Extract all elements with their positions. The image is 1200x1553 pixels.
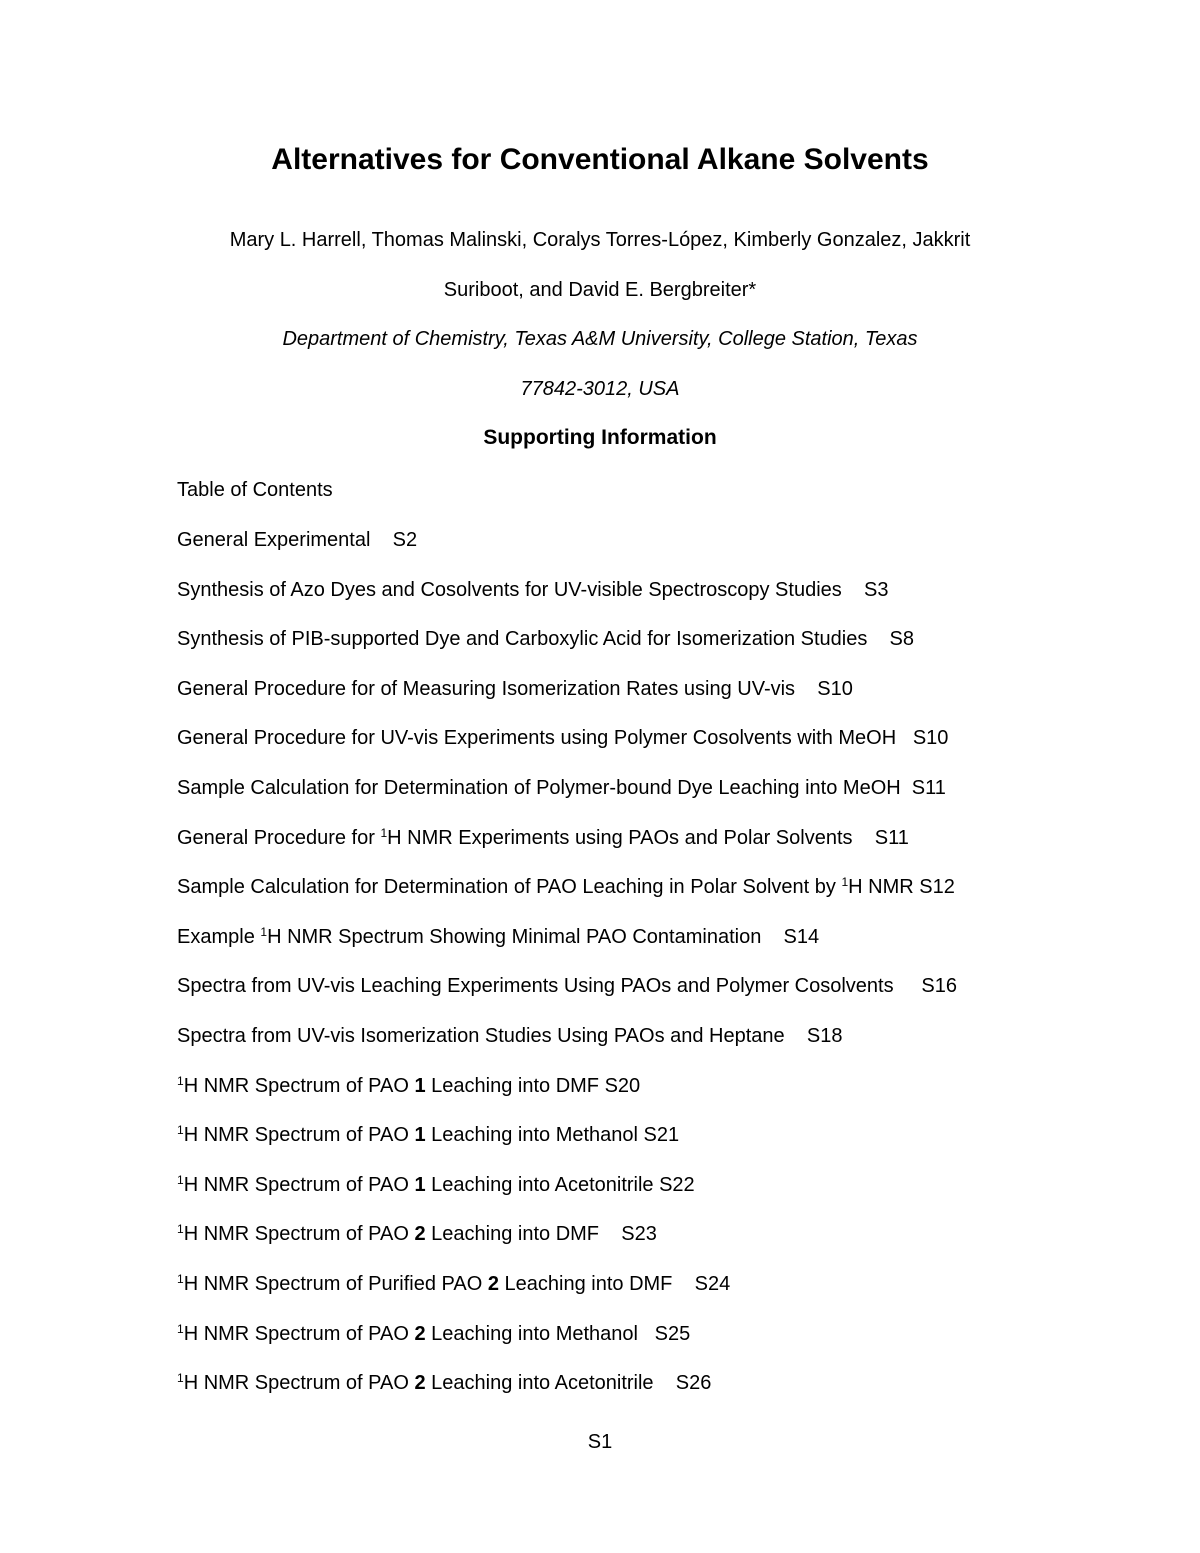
superscript: 1 <box>177 1123 184 1138</box>
superscript: 1 <box>260 924 268 939</box>
toc-entry-text: H NMR Spectrum Showing Minimal PAO Contamination S14 <box>267 925 820 948</box>
toc-entry <box>177 774 1137 824</box>
toc-entry <box>177 675 1137 725</box>
toc-entry <box>177 576 1137 626</box>
compound-number: 2 <box>487 1272 499 1295</box>
toc-entry <box>177 1220 1137 1270</box>
superscript: 1 <box>380 825 388 840</box>
toc-heading: Table of Contents <box>177 479 333 501</box>
toc-entry-text: Example <box>177 925 261 948</box>
toc-entry-text: H NMR Experiments using PAOs and Polar Solvents S11 <box>387 826 909 849</box>
toc-entry-text: H NMR S12 <box>848 876 955 899</box>
superscript: 1 <box>841 875 849 890</box>
toc-entry-text: H NMR Spectrum of PAO <box>183 1124 415 1147</box>
table-of-contents <box>177 526 1137 1419</box>
toc-entry-text: General Procedure for of Measuring Isomerization Rates using UV-vis S10 <box>177 677 853 700</box>
toc-entry <box>177 1270 1137 1320</box>
compound-number: 1 <box>414 1074 426 1097</box>
compound-number: 1 <box>414 1124 426 1147</box>
authors-line-2: Suriboot, and David E. Bergbreiter* <box>443 279 757 301</box>
toc-entry-text: H NMR Spectrum of PAO <box>183 1173 415 1196</box>
toc-entry-text: Sample Calculation for Determination of Polymer-bound Dye Leaching into MeOH S11 <box>177 776 946 799</box>
toc-entry-text: Leaching into DMF S23 <box>425 1223 657 1246</box>
superscript: 1 <box>177 1172 184 1187</box>
toc-entry <box>177 1171 1137 1221</box>
toc-entry-text: Spectra from UV-vis Leaching Experiments Using PAOs and Polymer Cosolvents S16 <box>177 975 957 998</box>
superscript: 1 <box>177 1222 184 1237</box>
compound-number: 2 <box>414 1223 426 1246</box>
toc-entry-text: General Procedure for <box>177 826 381 849</box>
toc-entry <box>177 1121 1137 1171</box>
toc-entry <box>177 1369 1137 1419</box>
toc-entry-text: Sample Calculation for Determination of PAO Leaching in Polar Solvent by <box>177 876 842 899</box>
toc-entry-text: H NMR Spectrum of PAO <box>183 1322 415 1345</box>
compound-number: 2 <box>414 1322 426 1345</box>
toc-entry-text: H NMR Spectrum of Purified PAO <box>183 1272 488 1295</box>
superscript: 1 <box>177 1371 184 1386</box>
toc-entry <box>177 724 1137 774</box>
toc-entry-text: Leaching into DMF S20 <box>425 1074 641 1097</box>
toc-entry-text: Leaching into Acetonitrile S22 <box>425 1173 695 1196</box>
toc-entry <box>177 1072 1137 1122</box>
toc-entry <box>177 824 1137 874</box>
toc-entry-text: Leaching into Methanol S21 <box>425 1124 680 1147</box>
toc-entry <box>177 526 1137 576</box>
compound-number: 1 <box>414 1173 426 1196</box>
superscript: 1 <box>177 1321 184 1336</box>
toc-entry <box>177 972 1137 1022</box>
toc-entry <box>177 1320 1137 1370</box>
toc-entry-text: H NMR Spectrum of PAO <box>183 1372 415 1395</box>
superscript: 1 <box>177 1073 184 1088</box>
toc-entry <box>177 873 1137 923</box>
toc-entry-text: Leaching into Methanol S25 <box>425 1322 691 1345</box>
toc-entry-text: General Experimental S2 <box>177 529 418 551</box>
compound-number: 2 <box>414 1372 426 1395</box>
toc-entry <box>177 1022 1137 1072</box>
toc-entry-text: Spectra from UV-vis Isomerization Studies Using PAOs and Heptane S18 <box>177 1024 843 1047</box>
toc-entry-text: Synthesis of Azo Dyes and Cosolvents for UV-visible Spectroscopy Studies S3 <box>177 578 889 601</box>
paper-title: Alternatives for Conventional Alkane Solvents <box>271 143 929 176</box>
toc-entry-text: Leaching into Acetonitrile S26 <box>425 1372 712 1395</box>
authors-line-1: Mary L. Harrell, Thomas Malinski, Coralys Torres-López, Kimberly Gonzalez, Jakkrit <box>229 229 971 251</box>
toc-entry-text: H NMR Spectrum of PAO <box>183 1074 415 1097</box>
toc-entry-text: H NMR Spectrum of PAO <box>183 1223 415 1246</box>
toc-entry-text: General Procedure for UV-vis Experiments using Polymer Cosolvents with MeOH S10 <box>177 727 949 750</box>
superscript: 1 <box>177 1271 184 1286</box>
affiliation-line-2: 77842-3012, USA <box>520 378 680 400</box>
toc-entry-text: Leaching into DMF S24 <box>498 1272 731 1295</box>
toc-entry <box>177 625 1137 675</box>
toc-entry <box>177 923 1137 973</box>
page-number: S1 <box>587 1431 613 1453</box>
toc-entry-text: Synthesis of PIB-supported Dye and Carboxylic Acid for Isomerization Studies S8 <box>177 628 915 651</box>
supporting-information-heading: Supporting Information <box>483 426 717 449</box>
affiliation-line-1: Department of Chemistry, Texas A&M University, College Station, Texas <box>282 328 918 350</box>
